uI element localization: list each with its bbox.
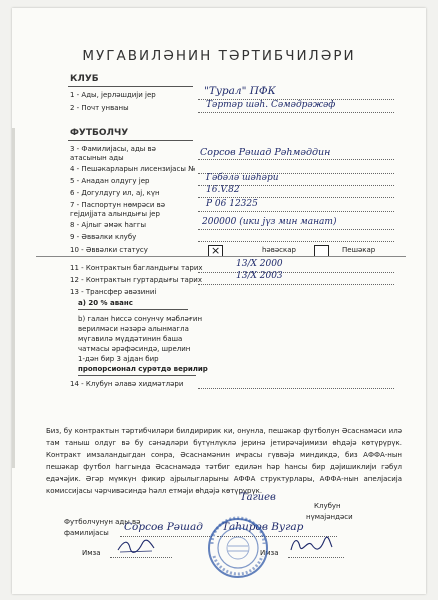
contract-end-line: [198, 284, 394, 285]
transfer-remainder-line-2: верилмәси нәзәрә алынмагла: [78, 325, 189, 333]
transfer-remainder-line-6: пропорсионал сурәтдә верилир: [78, 365, 208, 373]
player-birthplace-label: 5 - Анадан олдугу јер: [70, 177, 150, 185]
contract-start-line: [198, 272, 394, 273]
player-birthdate-line: [198, 197, 394, 198]
document-page: [12, 8, 426, 594]
player-prev-club-label: 9 - Әввәлки клубу: [70, 233, 137, 241]
club-name-label: 1 - Ады, јерләшдији јер: [70, 91, 156, 99]
club-name-value: "Турал" ПФК: [204, 85, 276, 97]
transfer-remainder-line-4: чатмасы әрәфәсиндә, шрелин: [78, 345, 191, 353]
player-passport-label: 7 - Паспортун нөмрәси вә гејдијјата алындығы јер: [70, 201, 166, 218]
club-signature-line: [288, 557, 344, 558]
club-rep-signature: Тагиев: [240, 492, 276, 503]
contract-start-label: 11 - Контрактын багландығы тарих: [70, 264, 203, 272]
club-rep-label-2: нүмајәндәси: [306, 513, 353, 521]
contract-end-value: 13/Х 2003: [236, 271, 283, 281]
player-signature-scribble: [116, 538, 156, 554]
club-rep-name-handwritten: Таһиров Вугар: [222, 521, 304, 533]
transfer-label: 13 - Трансфер әвәзиниi: [70, 288, 157, 296]
contract-start-value: 13/Х 2000: [236, 259, 283, 269]
player-birthdate-label: 6 - Догулдугу ил, ај, күн: [70, 189, 160, 197]
player-heading: ФУТБОЛЧУ: [70, 128, 129, 138]
player-license-label: 4 - Пешәкарларын лисензијасы №: [70, 165, 196, 173]
amateur-label: һәвәскар: [262, 246, 296, 254]
player-passport-value: Р 06 12325: [206, 199, 258, 209]
player-signature-label-1: Футболчунун ады вә: [64, 518, 141, 526]
player-prev-status-label: 10 - Әввәлки статусу: [70, 246, 148, 254]
club-address-line: [198, 112, 394, 113]
player-fullname-line: [198, 159, 394, 160]
player-prev-club-line: [198, 241, 394, 242]
transfer-remainder-rule: [78, 375, 196, 376]
club-address-label: 2 - Почт унваны: [70, 104, 129, 112]
club-rep-signature-scribble: [288, 535, 334, 555]
player-signature-label-2: фамилијасы: [64, 529, 109, 537]
player-fullname-label: 3 - Фамилијасы, ады вә атасынын ады: [70, 145, 156, 162]
player-fullname-value: Сорсов Рәшад Рәһмәддин: [200, 147, 331, 158]
player-salary-label: 8 - Ајлыг әмәк һаггы: [70, 221, 147, 229]
amateur-check-mark: ×: [211, 244, 221, 257]
document-title: МУГАВИЛӘНИН ТӘРТИБЧИЛӘРИ: [82, 48, 356, 64]
player-salary-value: 200000 (ики јүз мин манат): [202, 217, 337, 227]
club-signature-field-label: Имза: [260, 549, 279, 557]
contract-end-label: 12 - Контрактын гуртардығы тарих: [70, 276, 202, 284]
player-birthplace-value: Гәбәлә шәһәри: [206, 173, 279, 183]
player-birthdate-value: 16.V.82: [206, 185, 240, 195]
player-passport-line: [198, 211, 394, 212]
transfer-remainder-line-3: мүгавилә мүддәтинин баша: [78, 335, 183, 343]
club-services-label: 14 - Клубун әлавә хидмәтләри: [70, 380, 184, 388]
club-heading: КЛУБ: [70, 74, 99, 84]
player-signature-line: [110, 557, 172, 558]
player-name-line: [120, 536, 212, 537]
player-name-handwritten: Сорсов Рәшад: [124, 521, 203, 533]
player-signature-field-label: Имза: [82, 549, 101, 557]
scan-edge-mark: [12, 128, 15, 468]
professional-label: Пешәкар: [342, 246, 376, 254]
club-stamp-icon: [206, 516, 270, 580]
club-heading-rule: [68, 86, 193, 87]
club-address-value: Тәртәр шәһ. Сәмәдрәжәф: [206, 100, 336, 110]
transfer-advance-rule: [78, 309, 188, 310]
player-heading-rule: [68, 140, 193, 141]
club-rep-label-1: Клубун: [314, 502, 341, 510]
agreement-paragraph: Биз, бу контрактын тәртибчиләри билдиририк ки, онунла, пешәкар футболун Әсаснамәси илә там таныш олдуг вә бу сәнәдләри бүтүнлүклә јеринә јетирәчәјимизи өһдәјә көтүрүрүк. Контракт имзаландыгдан сонра, Әсаснамәнин иҹрасы гүввәјә миндикдә, биз АФФА-нын пешәкар футбол һаггында Әсаснамәдә тәтбиг едилән һәр һансы бир дәјишиклији гәбул едәҹәјик. Әгәр мүмкүн фикир ајрылыгларыны АФФА структурлары, АФФА-нын апелјасија комиссијасы чәрчивәсиндә һәлл етмәји өһдәјә көтүрүрүк.: [46, 427, 402, 495]
transfer-advance: а) 20 % аванс: [78, 299, 133, 307]
section-divider: [36, 256, 406, 257]
transfer-remainder-line-5: 1-дән бир 3 ајдан бир: [78, 355, 159, 363]
transfer-remainder-line-1: b) галан һиссә сонунчу мәбләғин: [78, 315, 203, 323]
club-services-line: [198, 388, 394, 389]
player-salary-line: [198, 229, 394, 230]
